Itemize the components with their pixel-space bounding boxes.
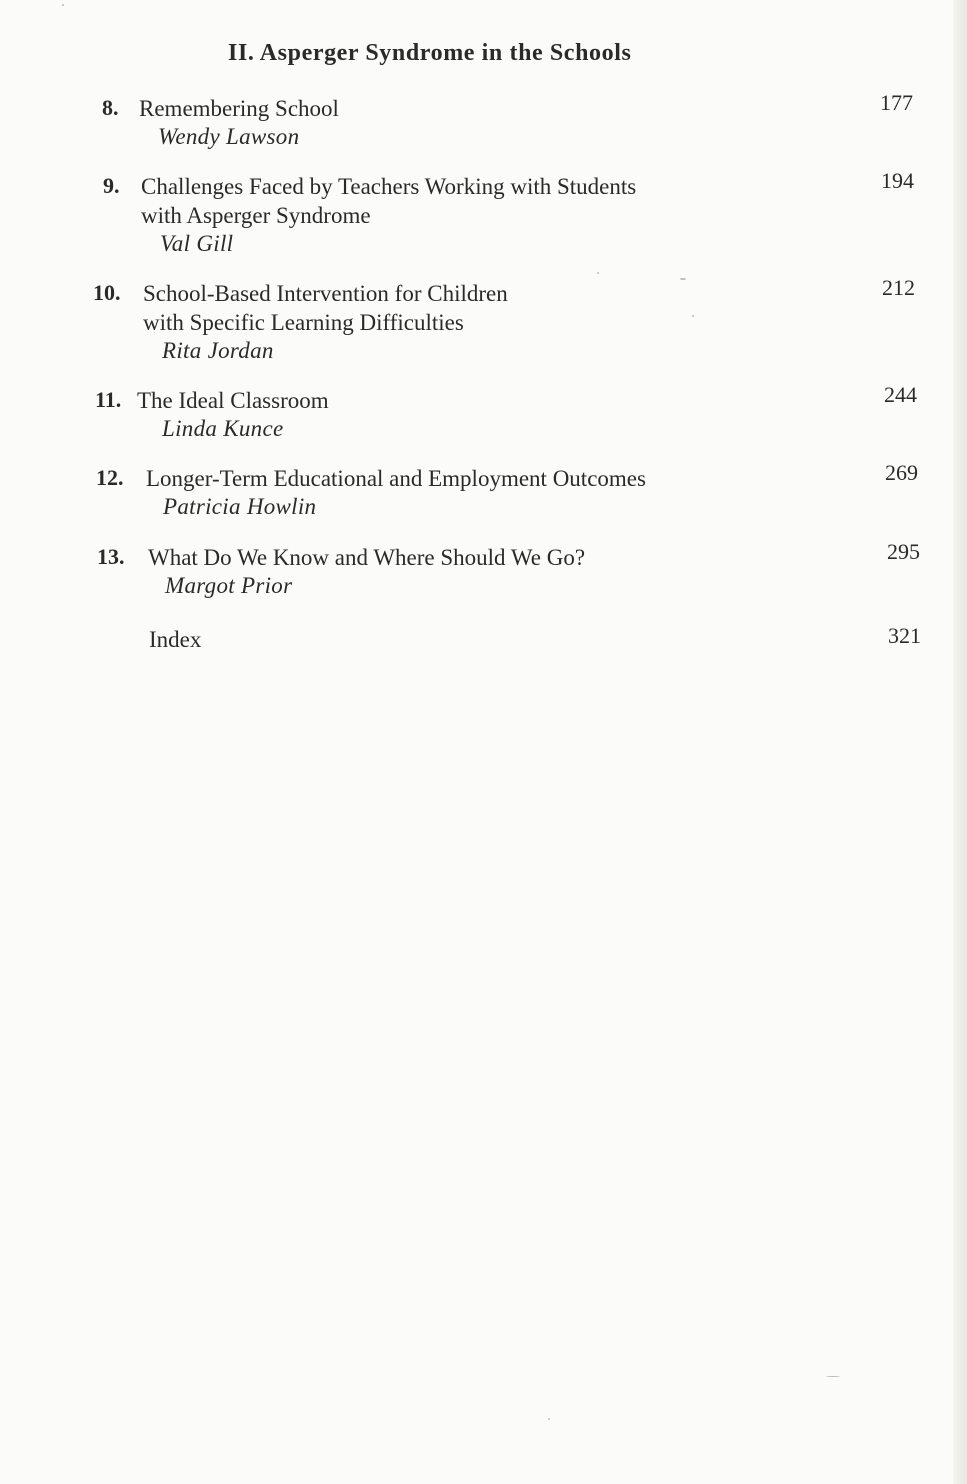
chapter-author: Margot Prior <box>165 573 293 598</box>
index-label: Index <box>149 627 202 652</box>
page-number: 194 <box>881 168 914 193</box>
section-title: II. Asperger Syndrome in the Schools <box>228 40 632 66</box>
chapter-number: 10. <box>93 280 121 305</box>
chapter-title-line: School-Based Intervention for Children <box>143 281 508 306</box>
chapter-title <box>146 464 646 521</box>
page-edge <box>953 0 967 1484</box>
chapter-title-line: What Do We Know and Where Should We Go? <box>148 545 586 570</box>
chapter-number: 13. <box>97 544 125 569</box>
page-number: 177 <box>880 90 913 115</box>
page-number: 212 <box>882 275 915 300</box>
chapter-title <box>137 386 329 443</box>
chapter-number: 11. <box>95 387 122 412</box>
chapter-title-line: with Specific Learning Difficulties <box>143 310 464 335</box>
scan-speck <box>548 1418 550 1420</box>
scan-speck <box>692 315 694 317</box>
chapter-author: Linda Kunce <box>162 416 284 441</box>
page-number: 321 <box>888 623 921 648</box>
chapter-number: 12. <box>96 465 124 490</box>
chapter-author: Wendy Lawson <box>158 124 300 149</box>
chapter-title <box>139 94 339 151</box>
scan-speck <box>680 278 686 280</box>
chapter-number: 8. <box>102 95 119 120</box>
chapter-title <box>143 279 508 365</box>
chapter-author: Patricia Howlin <box>163 494 317 519</box>
chapter-title-line: Challenges Faced by Teachers Working with Students <box>141 174 637 199</box>
scan-speck <box>62 4 64 6</box>
chapter-title-line: Remembering School <box>139 96 339 121</box>
chapter-title <box>148 543 585 600</box>
page-number: 269 <box>885 460 918 485</box>
chapter-title-line: with Asperger Syndrome <box>141 203 371 228</box>
chapter-title-line: Longer-Term Educational and Employment Outcomes <box>146 466 646 491</box>
scan-speck <box>597 272 599 274</box>
chapter-title-line: The Ideal Classroom <box>137 388 329 413</box>
chapter-author: Rita Jordan <box>162 338 274 363</box>
scan-speck <box>826 1376 840 1377</box>
page-number: 244 <box>884 382 917 407</box>
chapter-title <box>141 172 636 258</box>
page-number: 295 <box>887 539 920 564</box>
chapter-number: 9. <box>103 173 120 198</box>
chapter-author: Val Gill <box>160 231 234 256</box>
